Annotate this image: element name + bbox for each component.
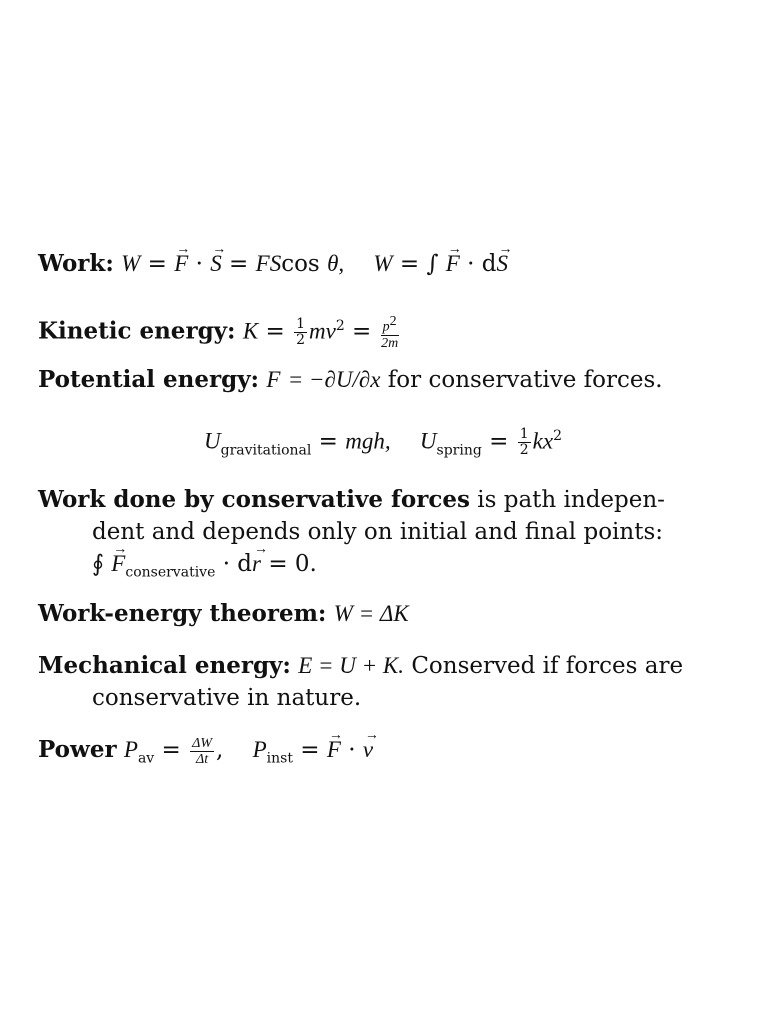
equals: = <box>352 318 372 345</box>
mechanical-equation: E = U + K. <box>298 653 404 678</box>
mechanical-text: conservative in nature. <box>92 685 362 711</box>
half-fraction: $\frac{1}{2}$ <box>519 426 529 459</box>
contour-integral-sign: ∮ <box>92 551 104 577</box>
force-vector: → F <box>446 248 460 280</box>
power-fraction: $\frac{\Delta W}{\Delta t}$ <box>192 735 213 767</box>
velocity-vector: → v <box>363 734 373 766</box>
power-symbol: P <box>123 737 138 762</box>
potential-forms-line: $U_{gravitational}$ = mgh, $U_{spring}$ = $\frac{1}{2}$ $kx^2$ <box>204 426 562 459</box>
spring-subscript: spring <box>436 442 482 459</box>
theta-symbol: θ, <box>327 251 345 276</box>
displacement-vector: → S <box>496 248 508 280</box>
theorem-equation: W = ΔK <box>333 601 409 626</box>
potential-symbol: U <box>419 428 437 454</box>
kx-term: kx <box>532 428 554 454</box>
dot-operator: · <box>467 251 475 277</box>
work-line <box>38 248 508 280</box>
conservative-line-3 <box>38 548 317 589</box>
conservative-subscript: conservative <box>125 564 216 581</box>
mgh-term: mgh, <box>345 428 391 454</box>
conservative-line-1 <box>38 484 665 516</box>
cos-function: cos <box>281 251 320 277</box>
work-symbol: W <box>373 251 393 276</box>
force-vector: → F <box>111 548 125 580</box>
displacement-vector: → S <box>210 248 222 280</box>
potential-energy-label: Potential energy: <box>38 366 260 393</box>
integral-sign: ∫ <box>426 251 439 277</box>
power-label: Power <box>38 736 117 763</box>
instantaneous-subscript: inst <box>266 750 293 767</box>
equals: = <box>161 737 181 763</box>
potential-symbol: U <box>204 428 221 454</box>
potential-note: for conservative forces. <box>387 367 663 393</box>
force-vector: → F <box>327 734 341 766</box>
kinetic-energy-label: Kinetic energy: <box>38 317 236 345</box>
work-label: Work: <box>38 250 114 277</box>
work-energy-theorem-line <box>38 598 409 630</box>
gradient-expression: = −∂U/∂x <box>287 367 381 392</box>
force-vector: → F <box>174 248 188 280</box>
half-fraction: $\frac{1}{2}$ <box>296 316 305 349</box>
equals: = <box>229 251 249 277</box>
work-symbol: W <box>121 251 141 276</box>
fs-product: FS <box>255 251 282 276</box>
force-symbol: F <box>266 367 281 392</box>
mechanical-energy-label: Mechanical energy: <box>38 652 291 679</box>
kinetic-energy-line: Kinetic energy: K = $\frac{1}{2}$ $mv^2$ = $\frac{p^2}{2m}$ <box>38 314 399 351</box>
equals: = <box>318 428 338 455</box>
conservative-text: is path indepen- <box>477 487 665 513</box>
position-vector: → r <box>252 548 261 580</box>
potential-energy-line <box>38 364 663 396</box>
comma: , <box>216 737 224 763</box>
mechanical-energy-line-1 <box>38 650 683 682</box>
kinetic-symbol: K <box>242 318 259 344</box>
conservative-label: Work done by conservative forces <box>38 486 470 513</box>
momentum-fraction: $\frac{p^2}{2m}$ <box>381 314 399 351</box>
work-energy-theorem-label: Work-energy theorem: <box>38 600 327 627</box>
gravitational-subscript: gravitational <box>220 442 312 459</box>
equals: = <box>399 251 420 277</box>
equals: = <box>147 251 167 277</box>
equals: = <box>265 318 285 345</box>
average-subscript: av <box>137 750 155 767</box>
power-line <box>38 734 373 775</box>
mechanical-text: Conserved if forces are <box>411 653 684 679</box>
mechanical-energy-line-2 <box>38 682 361 714</box>
mv-term: mv <box>308 318 336 344</box>
conservative-line-2 <box>38 516 663 548</box>
equals: = <box>489 428 509 455</box>
conservative-text: dent and depends only on initial and final points: <box>92 519 664 545</box>
dot-operator: · <box>348 737 356 763</box>
dot-differential: · d <box>222 551 253 577</box>
equals-zero: = 0. <box>268 551 317 577</box>
dot-operator: · <box>195 251 203 277</box>
power-symbol: P <box>252 737 267 762</box>
differential-d: d <box>481 251 497 277</box>
equals: = <box>300 737 320 763</box>
